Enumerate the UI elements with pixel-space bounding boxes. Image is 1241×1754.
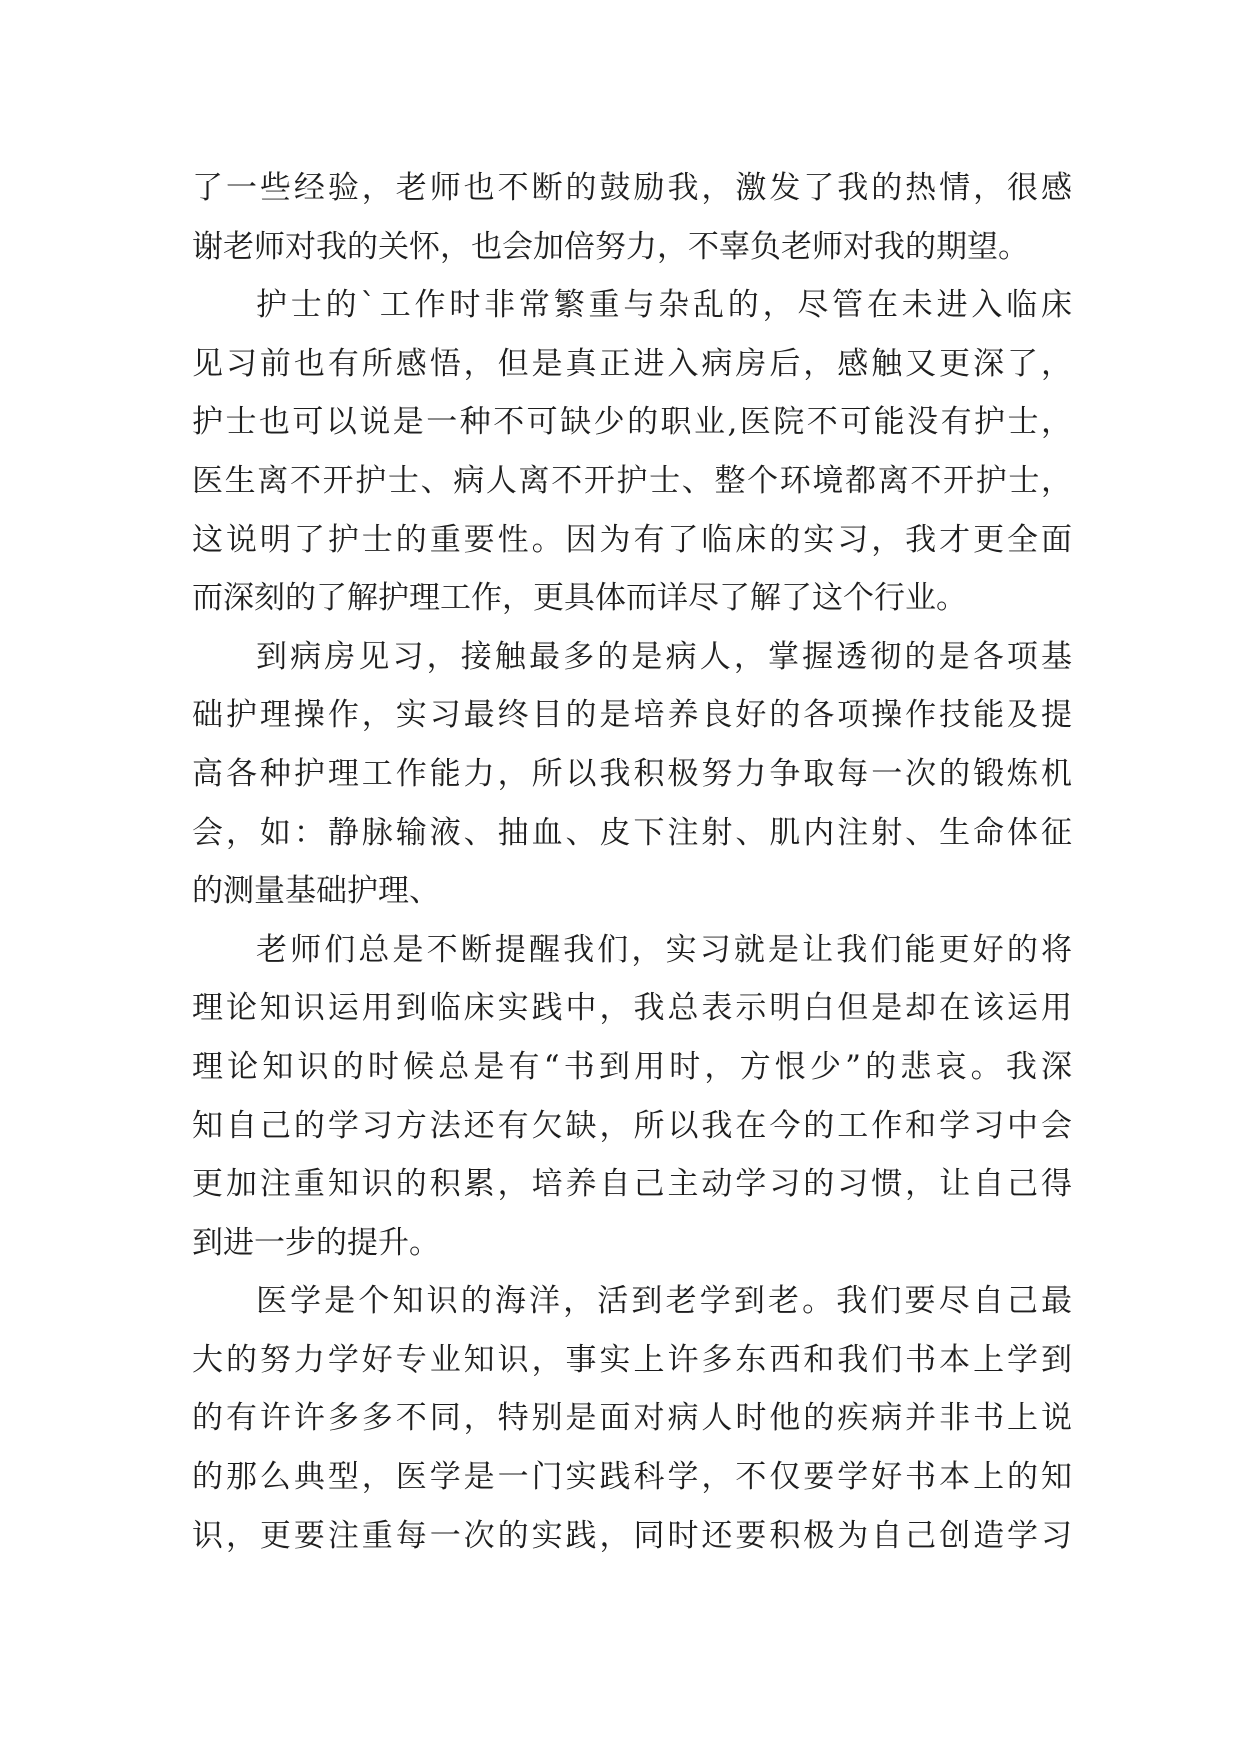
paragraph-line: 见习前也有所感悟，但是真正进入病房后，感触又更深了， [192, 345, 1072, 382]
paragraph-4 [192, 921, 1072, 1273]
paragraph-line: 础护理操作，实习最终目的是培养良好的各项操作技能及提 [192, 697, 1072, 734]
paragraph-line: 这说明了护士的重要性。因为有了临床的实习，我才更全面 [192, 521, 1072, 558]
paragraph-line: 医学是个知识的海洋，活到老学到老。我们要尽自己最 [256, 1283, 1072, 1320]
document-body [192, 159, 1072, 1565]
paragraph-line: 的有许许多多不同，特别是面对病人时他的疾病并非书上说 [192, 1400, 1072, 1437]
paragraph-2 [192, 276, 1072, 628]
paragraph-line: 的那么典型，医学是一门实践科学，不仅要学好书本上的知 [192, 1459, 1072, 1496]
paragraph-line: 高各种护理工作能力，所以我积极努力争取每一次的锻炼机 [192, 755, 1072, 792]
paragraph-line: 大的努力学好专业知识，事实上许多东西和我们书本上学到 [192, 1341, 1072, 1378]
paragraph-line: 更加注重知识的积累，培养自己主动学习的习惯，让自己得 [192, 1166, 1072, 1203]
paragraph-line: 会，如：静脉输液、抽血、皮下注射、肌内注射、生命体征 [192, 814, 1072, 851]
paragraph-3 [192, 628, 1072, 921]
paragraph-line: 护士也可以说是一种不可缺少的职业,医院不可能没有护士， [192, 404, 1072, 441]
paragraph-line: 谢老师对我的关怀，也会加倍努力，不辜负老师对我的期望。 [192, 228, 1029, 265]
paragraph-line: 到病房见习，接触最多的是病人，掌握透彻的是各项基 [256, 638, 1072, 675]
paragraph-line: 而深刻的了解护理工作，更具体而详尽了解了这个行业。 [192, 580, 967, 617]
paragraph-line: 识，更要注重每一次的实践，同时还要积极为自己创造学习 [192, 1517, 1072, 1554]
paragraph-line: 医生离不开护士、病人离不开护士、整个环境都离不开护士， [192, 462, 1072, 499]
paragraph-line: 理论知识的时候总是有“书到用时，方恨少”的悲哀。我深 [192, 1048, 1072, 1085]
paragraph-line: 到进一步的提升。 [192, 1224, 440, 1261]
paragraph-line: 知自己的学习方法还有欠缺，所以我在今的工作和学习中会 [192, 1107, 1072, 1144]
paragraph-5 [192, 1272, 1072, 1565]
paragraph-line: 的测量基础护理、 [192, 873, 440, 910]
paragraph-line: 了一些经验，老师也不断的鼓励我，激发了我的热情，很感 [192, 170, 1072, 206]
paragraph-1 [192, 159, 1072, 276]
paragraph-line: 护士的`工作时非常繁重与杂乱的，尽管在未进入临床 [256, 287, 1072, 324]
paragraph-line: 理论知识运用到临床实践中，我总表示明白但是却在该运用 [192, 990, 1072, 1027]
paragraph-line: 老师们总是不断提醒我们，实习就是让我们能更好的将 [256, 931, 1072, 968]
